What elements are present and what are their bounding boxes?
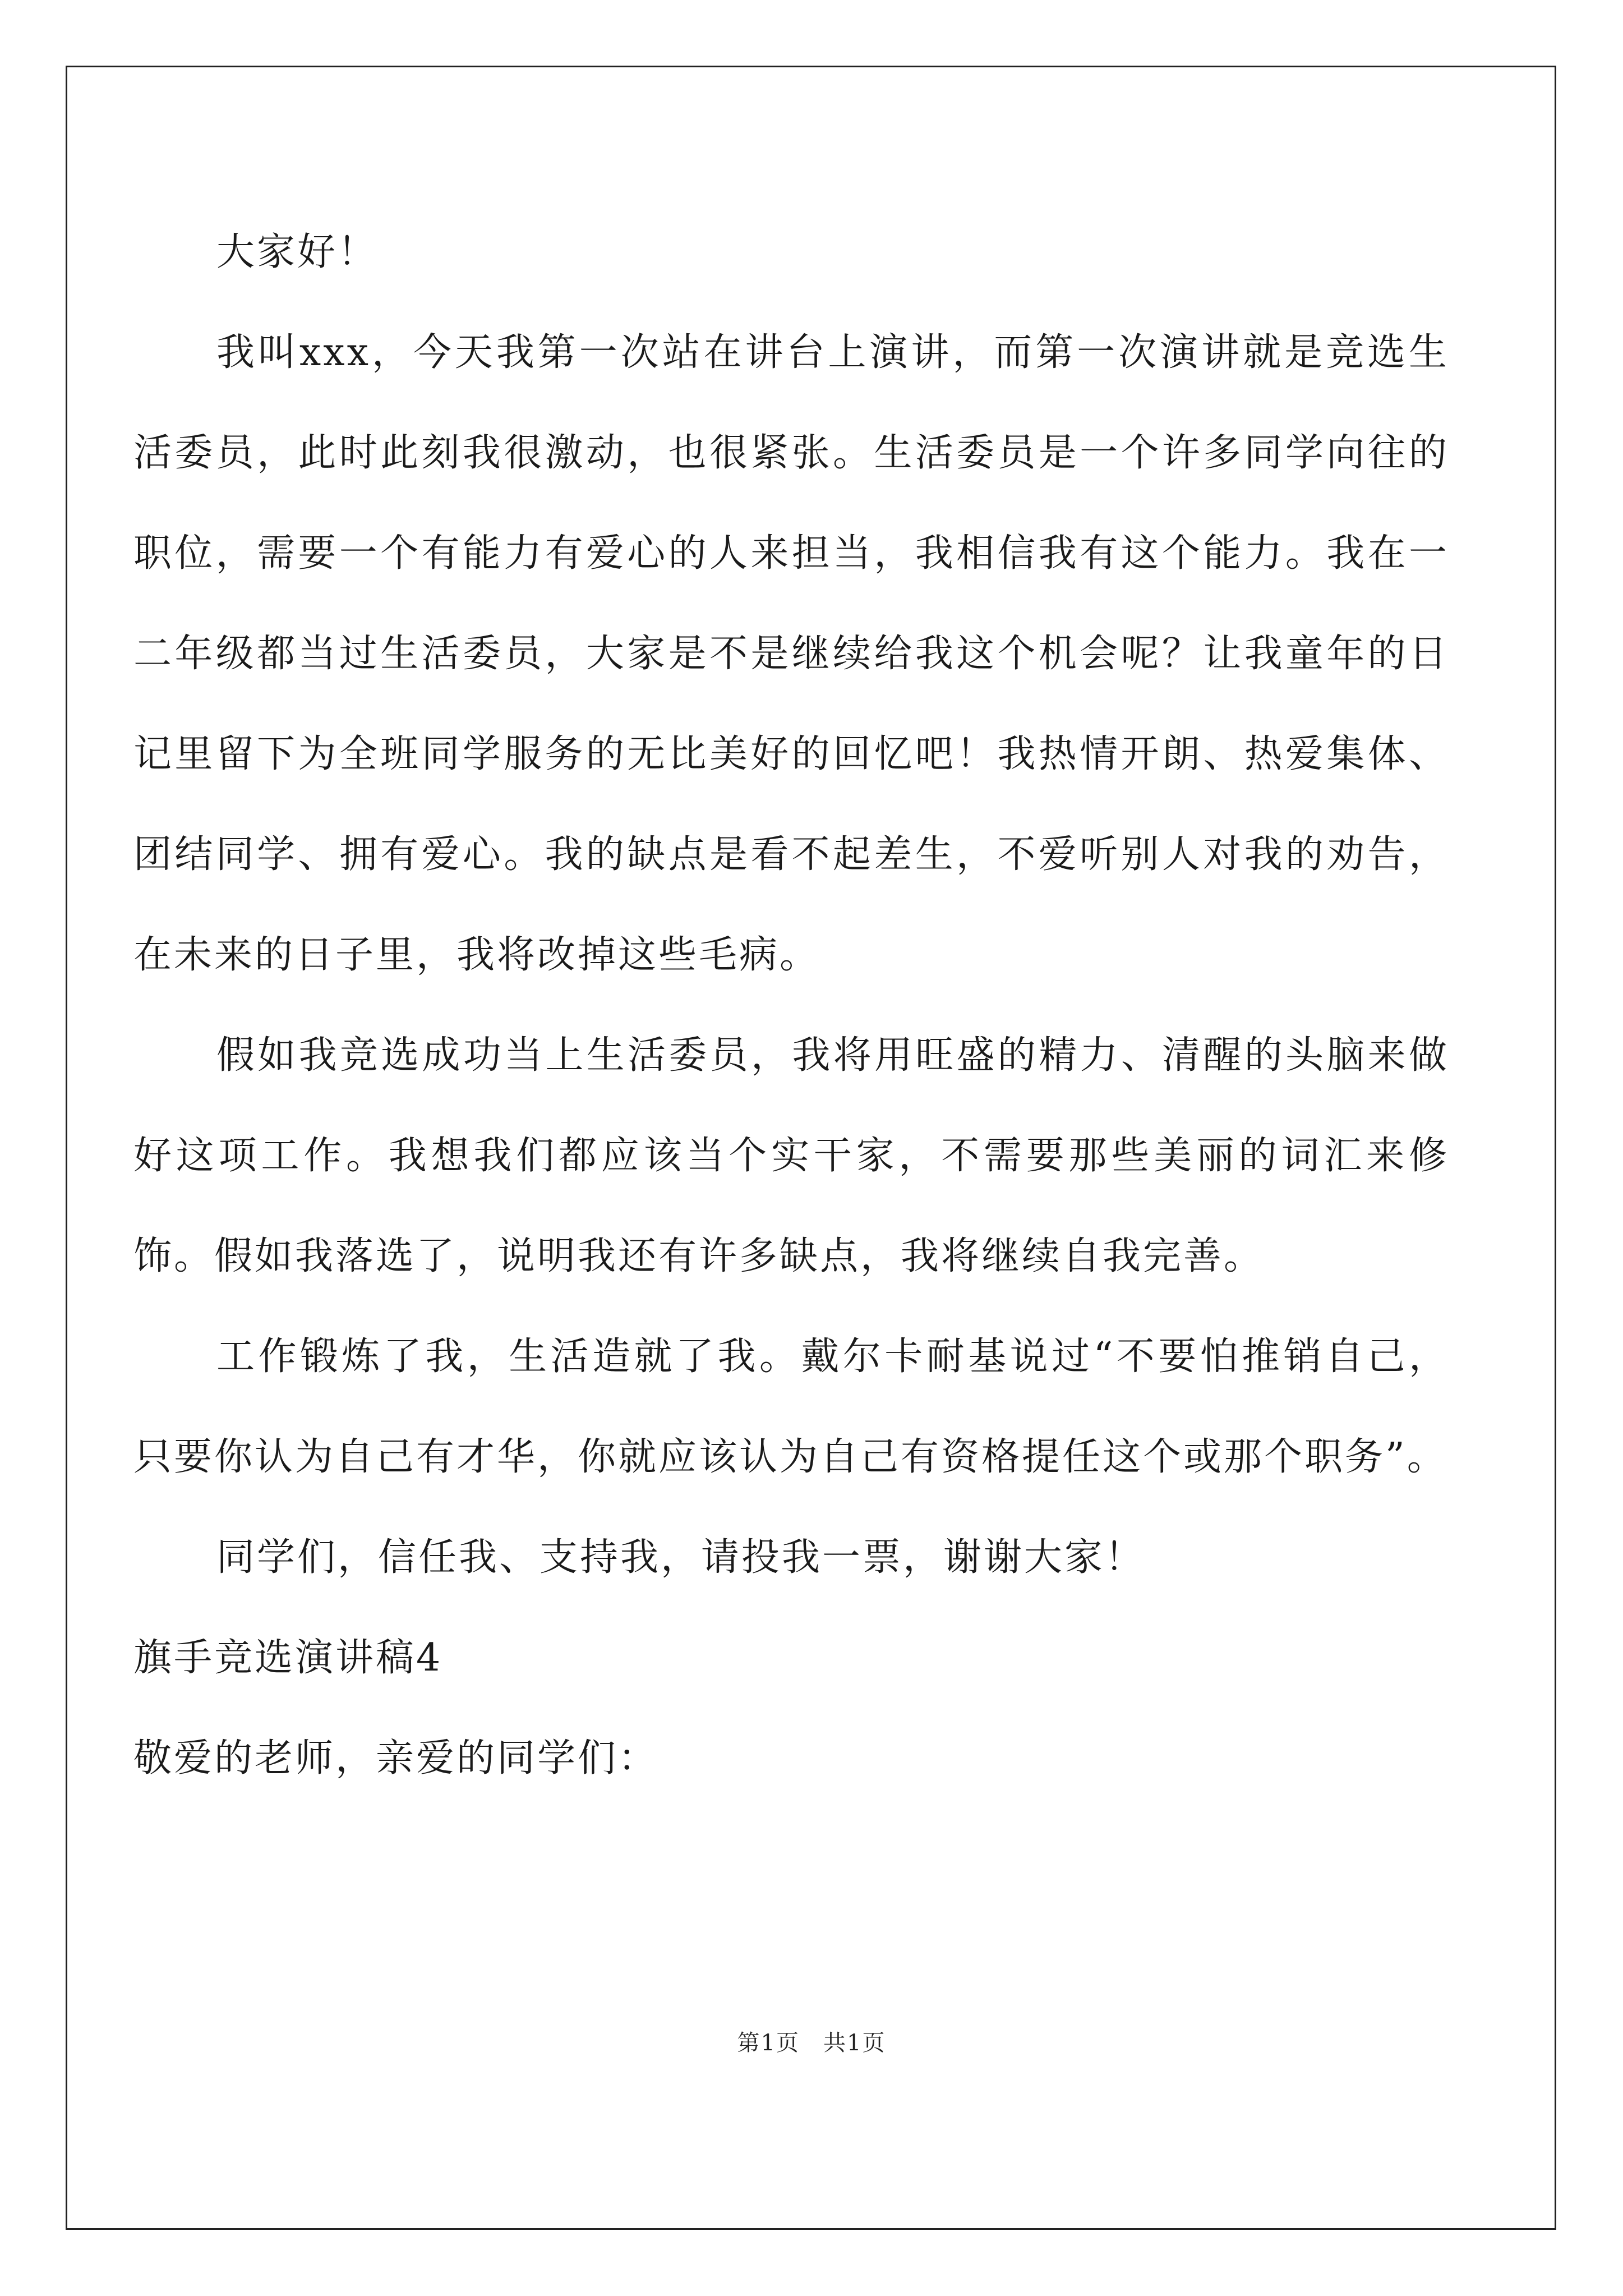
introduction-paragraph: 我叫xxx，今天我第一次站在讲台上演讲，而第一次演讲就是竞选生活委员，此时此刻我很激动，也很紧张。生活委员是一个许多同学向往的职位，需要一个有能力有爱心的人来担当，我相信我有这个能力。我在一二年级都当过生活委员，大家是不是继续给我这个机会呢？让我童年的日记里留下为全班同学服务的无比美好的回忆吧！我热情开朗、热爱集体、团结同学、拥有爱心。我的缺点是看不起差生，不爱听别人对我的劝告，在未来的日子里，我将改掉这些毛病。 — [133, 330, 1449, 977]
quote-paragraph: 工作锻炼了我，生活造就了我。戴尔卡耐基说过“不要怕推销自己，只要你认为自己有才华，你就应该认为自己有资格提任这个或那个职务”。 — [133, 1335, 1449, 1479]
closing-paragraph: 同学们，信任我、支持我，请投我一票，谢谢大家！ — [216, 1535, 1146, 1580]
plan-paragraph: 假如我竞选成功当上生活委员，我将用旺盛的精力、清醒的头脑来做好这项工作。我想我们都应该当个实干家，不需要那些美丽的词汇来修饰。假如我落选了，说明我还有许多缺点，我将继续自我完善。 — [133, 1033, 1449, 1278]
page-number-footer: 第1页 共1页 — [737, 2030, 886, 2056]
document-body — [133, 202, 1449, 1809]
greeting-paragraph: 大家好！ — [216, 230, 379, 274]
section-heading: 旗手竞选演讲稿4 — [133, 1636, 443, 1680]
salutation-paragraph: 敬爱的老师，亲爱的同学们： — [133, 1736, 659, 1780]
